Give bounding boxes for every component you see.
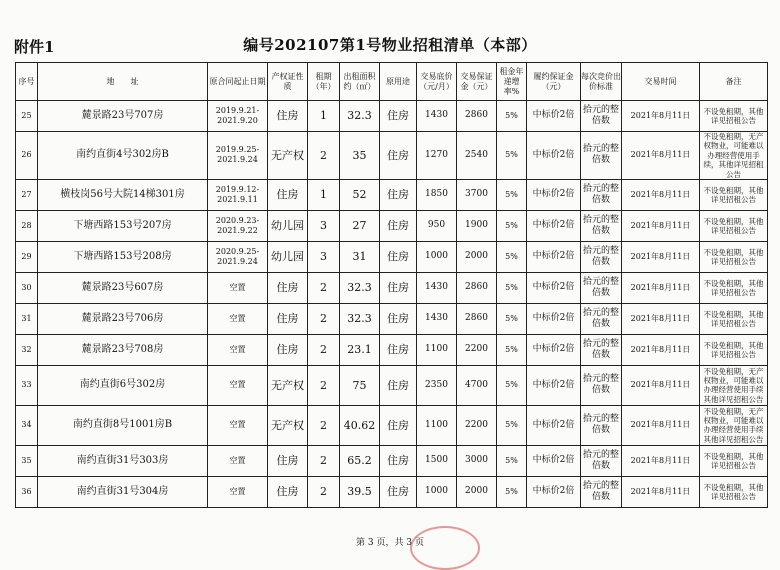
table-row xyxy=(16,101,768,132)
cell-rent-increase: 5% xyxy=(497,405,527,445)
cell-remarks: 不设免租期，其他详见招租公告 xyxy=(700,303,768,334)
cell-contract-dates: 2020.9.25-2021.9.24 xyxy=(208,241,268,272)
cell-trade-date: 2021年8月11日 xyxy=(622,476,700,507)
attachment-label: 附件1 xyxy=(14,38,55,56)
cell-bid-standard: 拾元的整倍数 xyxy=(581,365,622,405)
cell-property-type: 无产权 xyxy=(268,132,308,180)
cell-rent-increase: 5% xyxy=(497,476,527,507)
cell-term: 2 xyxy=(308,132,340,180)
col-header-remarks: 备注 xyxy=(700,63,768,101)
cell-deposit: 2000 xyxy=(457,476,497,507)
cell-rent-increase: 5% xyxy=(497,334,527,365)
cell-original-use: 住房 xyxy=(380,132,417,180)
col-header-original-use: 原用途 xyxy=(380,63,417,101)
cell-area: 40.62 xyxy=(340,405,380,445)
property-rental-table xyxy=(15,62,768,508)
cell-term: 1 xyxy=(308,179,340,210)
cell-no: 29 xyxy=(16,241,38,272)
cell-original-use: 住房 xyxy=(380,476,417,507)
table-row xyxy=(16,272,768,303)
cell-term: 2 xyxy=(308,334,340,365)
table-header-row xyxy=(16,63,768,101)
cell-original-use: 住房 xyxy=(380,334,417,365)
cell-no: 34 xyxy=(16,405,38,445)
cell-trade-date: 2021年8月11日 xyxy=(622,445,700,476)
cell-term: 2 xyxy=(308,445,340,476)
table-row xyxy=(16,405,768,445)
cell-rent-increase: 5% xyxy=(497,179,527,210)
cell-original-use: 住房 xyxy=(380,445,417,476)
page-number: 第 3 页，共 3 页 xyxy=(356,538,424,548)
cell-term: 2 xyxy=(308,272,340,303)
cell-address: 麓景路23号707房 xyxy=(38,101,208,132)
cell-contract-dates: 空置 xyxy=(208,476,268,507)
cell-address: 南约直街31号304房 xyxy=(38,476,208,507)
cell-term: 1 xyxy=(308,101,340,132)
cell-bid-standard: 拾元的整倍数 xyxy=(581,272,622,303)
cell-trade-date: 2021年8月11日 xyxy=(622,272,700,303)
cell-no: 36 xyxy=(16,476,38,507)
cell-performance-bond: 中标价2倍 xyxy=(527,445,581,476)
cell-area: 27 xyxy=(340,210,380,241)
cell-deposit: 4700 xyxy=(457,365,497,405)
cell-no: 27 xyxy=(16,179,38,210)
cell-contract-dates: 空置 xyxy=(208,334,268,365)
cell-bid-standard: 拾元的整倍数 xyxy=(581,405,622,445)
cell-bid-standard: 拾元的整倍数 xyxy=(581,101,622,132)
cell-address: 南约直街8号1001房B xyxy=(38,405,208,445)
cell-rent-increase: 5% xyxy=(497,132,527,180)
cell-bid-standard: 拾元的整倍数 xyxy=(581,303,622,334)
cell-property-type: 住房 xyxy=(268,272,308,303)
col-header-contract-dates: 原合同起止日期 xyxy=(208,63,268,101)
cell-no: 32 xyxy=(16,334,38,365)
cell-remarks: 不设免租期，无产权物业，可能难以办理经营使用手续其他详见招租公告 xyxy=(700,405,768,445)
cell-contract-dates: 空置 xyxy=(208,272,268,303)
cell-contract-dates: 空置 xyxy=(208,365,268,405)
cell-rent-increase: 5% xyxy=(497,241,527,272)
table-row xyxy=(16,303,768,334)
cell-base-price: 1000 xyxy=(417,476,457,507)
cell-base-price: 1100 xyxy=(417,334,457,365)
cell-term: 2 xyxy=(308,476,340,507)
cell-original-use: 住房 xyxy=(380,101,417,132)
cell-deposit: 3000 xyxy=(457,445,497,476)
cell-contract-dates: 空置 xyxy=(208,303,268,334)
cell-term: 3 xyxy=(308,241,340,272)
cell-deposit: 2860 xyxy=(457,303,497,334)
cell-remarks: 不设免租期，其他详见招租公告 xyxy=(700,334,768,365)
cell-address: 南约直街4号302房B xyxy=(38,132,208,180)
cell-area: 31 xyxy=(340,241,380,272)
cell-contract-dates: 2019.9.25-2021.9.24 xyxy=(208,132,268,180)
cell-bid-standard: 拾元的整倍数 xyxy=(581,132,622,180)
cell-deposit: 2860 xyxy=(457,101,497,132)
col-header-area: 出租面积约（㎡） xyxy=(340,63,380,101)
cell-remarks: 不设免租期，无产权物业，可能难以办理经营使用手续其他详见招租公告 xyxy=(700,365,768,405)
cell-bid-standard: 拾元的整倍数 xyxy=(581,334,622,365)
col-header-base-price: 交易底价（元/月） xyxy=(417,63,457,101)
cell-property-type: 无产权 xyxy=(268,365,308,405)
cell-original-use: 住房 xyxy=(380,210,417,241)
cell-remarks: 不设免租期，其他详见招租公告 xyxy=(700,272,768,303)
cell-base-price: 1270 xyxy=(417,132,457,180)
col-header-address: 地 址 xyxy=(38,63,208,101)
cell-performance-bond: 中标价2倍 xyxy=(527,365,581,405)
cell-trade-date: 2021年8月11日 xyxy=(622,365,700,405)
cell-no: 25 xyxy=(16,101,38,132)
cell-original-use: 住房 xyxy=(380,272,417,303)
table-row xyxy=(16,179,768,210)
cell-property-type: 住房 xyxy=(268,334,308,365)
cell-performance-bond: 中标价2倍 xyxy=(527,210,581,241)
cell-address: 南约直街6号302房 xyxy=(38,365,208,405)
cell-contract-dates: 空置 xyxy=(208,445,268,476)
cell-no: 31 xyxy=(16,303,38,334)
document-title: 编号202107第1号物业招租清单（本部） xyxy=(243,36,537,54)
cell-address: 下塘西路153号207房 xyxy=(38,210,208,241)
cell-deposit: 2860 xyxy=(457,272,497,303)
cell-area: 32.3 xyxy=(340,272,380,303)
cell-property-type: 住房 xyxy=(268,303,308,334)
cell-address: 麓景路23号708房 xyxy=(38,334,208,365)
cell-trade-date: 2021年8月11日 xyxy=(622,241,700,272)
cell-performance-bond: 中标价2倍 xyxy=(527,334,581,365)
cell-bid-standard: 拾元的整倍数 xyxy=(581,210,622,241)
cell-rent-increase: 5% xyxy=(497,272,527,303)
cell-performance-bond: 中标价2倍 xyxy=(527,241,581,272)
cell-remarks: 不设免租期，其他详见招租公告 xyxy=(700,241,768,272)
cell-area: 35 xyxy=(340,132,380,180)
cell-base-price: 1430 xyxy=(417,272,457,303)
cell-base-price: 1000 xyxy=(417,241,457,272)
cell-deposit: 2000 xyxy=(457,241,497,272)
cell-performance-bond: 中标价2倍 xyxy=(527,476,581,507)
cell-area: 39.5 xyxy=(340,476,380,507)
cell-trade-date: 2021年8月11日 xyxy=(622,303,700,334)
cell-base-price: 2350 xyxy=(417,365,457,405)
cell-base-price: 1500 xyxy=(417,445,457,476)
cell-no: 35 xyxy=(16,445,38,476)
cell-trade-date: 2021年8月11日 xyxy=(622,405,700,445)
cell-area: 65.2 xyxy=(340,445,380,476)
cell-performance-bond: 中标价2倍 xyxy=(527,272,581,303)
cell-rent-increase: 5% xyxy=(497,365,527,405)
col-header-no: 序号 xyxy=(16,63,38,101)
cell-property-type: 无产权 xyxy=(268,405,308,445)
cell-performance-bond: 中标价2倍 xyxy=(527,179,581,210)
cell-area: 52 xyxy=(340,179,380,210)
cell-bid-standard: 拾元的整倍数 xyxy=(581,476,622,507)
cell-base-price: 1430 xyxy=(417,101,457,132)
cell-area: 32.3 xyxy=(340,101,380,132)
cell-deposit: 1900 xyxy=(457,210,497,241)
cell-no: 30 xyxy=(16,272,38,303)
table-row xyxy=(16,241,768,272)
cell-deposit: 2200 xyxy=(457,334,497,365)
cell-trade-date: 2021年8月11日 xyxy=(622,132,700,180)
cell-trade-date: 2021年8月11日 xyxy=(622,101,700,132)
col-header-rent-increase: 租金年递增率% xyxy=(497,63,527,101)
cell-address: 麓景路23号706房 xyxy=(38,303,208,334)
cell-area: 23.1 xyxy=(340,334,380,365)
cell-original-use: 住房 xyxy=(380,405,417,445)
cell-rent-increase: 5% xyxy=(497,101,527,132)
cell-base-price: 1430 xyxy=(417,303,457,334)
cell-contract-dates: 2019.9.12-2021.9.11 xyxy=(208,179,268,210)
cell-bid-standard: 拾元的整倍数 xyxy=(581,179,622,210)
cell-trade-date: 2021年8月11日 xyxy=(622,334,700,365)
col-header-performance-bond: 履约保证金（元） xyxy=(527,63,581,101)
cell-area: 32.3 xyxy=(340,303,380,334)
cell-bid-standard: 拾元的整倍数 xyxy=(581,445,622,476)
cell-remarks: 不设免租期，其他详见招租公告 xyxy=(700,179,768,210)
cell-original-use: 住房 xyxy=(380,303,417,334)
cell-contract-dates: 2019.9.21-2021.9.20 xyxy=(208,101,268,132)
cell-property-type: 幼儿园 xyxy=(268,241,308,272)
cell-property-type: 住房 xyxy=(268,476,308,507)
table-row xyxy=(16,132,768,180)
cell-base-price: 950 xyxy=(417,210,457,241)
cell-performance-bond: 中标价2倍 xyxy=(527,101,581,132)
table-row xyxy=(16,334,768,365)
cell-performance-bond: 中标价2倍 xyxy=(527,405,581,445)
cell-term: 2 xyxy=(308,303,340,334)
col-header-bid-standard: 每次竞价出价标准 xyxy=(581,63,622,101)
seal-stamp xyxy=(410,526,480,570)
cell-deposit: 2540 xyxy=(457,132,497,180)
cell-property-type: 住房 xyxy=(268,101,308,132)
cell-rent-increase: 5% xyxy=(497,303,527,334)
cell-original-use: 住房 xyxy=(380,179,417,210)
cell-performance-bond: 中标价2倍 xyxy=(527,132,581,180)
col-header-property-type: 产权证性质 xyxy=(268,63,308,101)
cell-original-use: 住房 xyxy=(380,241,417,272)
table-row xyxy=(16,445,768,476)
cell-remarks: 不设免租期，其他详见招租公告 xyxy=(700,476,768,507)
cell-contract-dates: 空置 xyxy=(208,405,268,445)
cell-original-use: 住房 xyxy=(380,365,417,405)
cell-base-price: 1850 xyxy=(417,179,457,210)
cell-address: 麓景路23号607房 xyxy=(38,272,208,303)
cell-remarks: 不设免租期，其他详见招租公告 xyxy=(700,445,768,476)
cell-address: 南约直街31号303房 xyxy=(38,445,208,476)
cell-performance-bond: 中标价2倍 xyxy=(527,303,581,334)
cell-remarks: 不设免租期，无产权物业，可能难以办理经营使用手续，其他详见招租公告 xyxy=(700,132,768,180)
cell-property-type: 住房 xyxy=(268,179,308,210)
cell-trade-date: 2021年8月11日 xyxy=(622,210,700,241)
cell-bid-standard: 拾元的整倍数 xyxy=(581,241,622,272)
cell-rent-increase: 5% xyxy=(497,445,527,476)
cell-no: 26 xyxy=(16,132,38,180)
cell-term: 2 xyxy=(308,365,340,405)
cell-remarks: 不设免租期，其他详见招租公告 xyxy=(700,101,768,132)
table-row xyxy=(16,476,768,507)
cell-deposit: 2200 xyxy=(457,405,497,445)
cell-contract-dates: 2020.9.23-2021.9.22 xyxy=(208,210,268,241)
cell-no: 33 xyxy=(16,365,38,405)
cell-term: 2 xyxy=(308,405,340,445)
cell-address: 横枝岗56号大院14梯301房 xyxy=(38,179,208,210)
cell-property-type: 住房 xyxy=(268,445,308,476)
cell-remarks: 不设免租期，其他详见招租公告 xyxy=(700,210,768,241)
cell-trade-date: 2021年8月11日 xyxy=(622,179,700,210)
col-header-term: 租期（年） xyxy=(308,63,340,101)
cell-area: 75 xyxy=(340,365,380,405)
cell-base-price: 1100 xyxy=(417,405,457,445)
cell-rent-increase: 5% xyxy=(497,210,527,241)
cell-property-type: 幼儿园 xyxy=(268,210,308,241)
cell-no: 28 xyxy=(16,210,38,241)
col-header-trade-date: 交易时间 xyxy=(622,63,700,101)
table-row xyxy=(16,210,768,241)
col-header-deposit: 交易保证金（元） xyxy=(457,63,497,101)
cell-address: 下塘西路153号208房 xyxy=(38,241,208,272)
table-row xyxy=(16,365,768,405)
cell-deposit: 3700 xyxy=(457,179,497,210)
cell-term: 3 xyxy=(308,210,340,241)
